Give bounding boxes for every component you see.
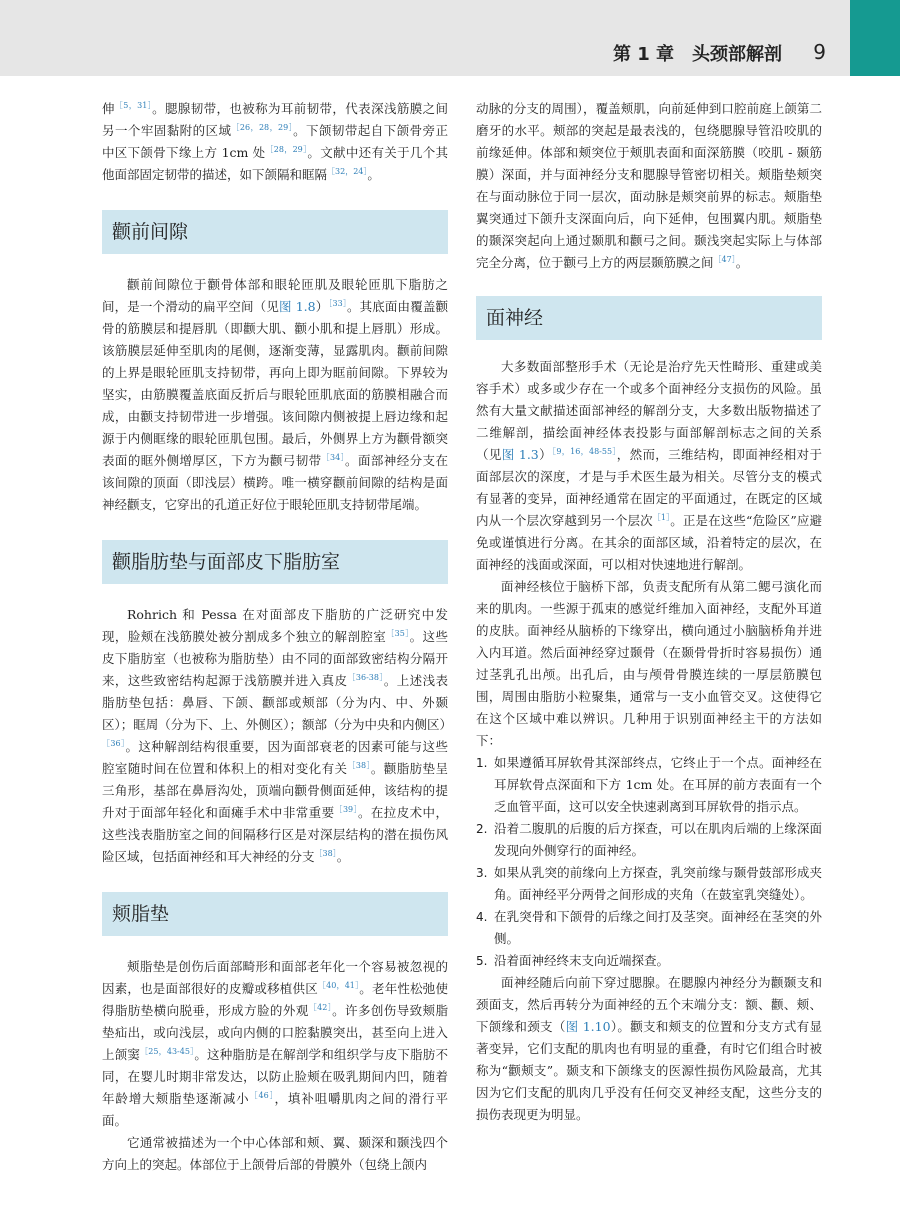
identification-methods-list [476, 752, 822, 972]
paragraph-facial-nerve-branches: 面神经随后向前下穿过腮腺。在腮腺内神经分为颧颞支和颈面支，然后再转分为面神经的五个末端分支：额、颧、颊、下颌缘和颈支（图 1.10）。颧支和颊支的位置和分支方式有显著变异，它们支配的肌肉也有明显的重叠，有时它们组合时被称为“颧颊支”。颞支和下颌缘支的医源性损伤风险最高，尤其因为它们支配的肌肉几乎没有任何交叉神经支配，这些分支的损伤表现更为明显。 [476, 975, 822, 1122]
list-item: 5. 沿着面神经终末支向近端探查。 [476, 953, 670, 968]
page-header [0, 0, 900, 76]
citation[interactable]: ［39］ [334, 804, 358, 814]
figure-link[interactable]: 图 1.3 [501, 447, 539, 462]
citation[interactable]: ［36］ [102, 738, 126, 748]
figure-link[interactable]: 图 1.10 [565, 1019, 611, 1034]
paragraph-fat-compartments: Rohrich 和 Pessa 在对面部皮下脂肪的广泛研究中发现，脸颊在浅筋膜处被分割成多个独立的解剖腔室$^{[35]}$。这些皮下脂肪室（也被称为脂肪垫）由不同的面部致密结构分隔开来，这些致密结构起源于浅筋膜并进入真皮$^{[36-38]}$。上述浅表脂肪垫包括：鼻唇、下颌、颧部或颊部（分为内、中、外颞区）；眶周（分为下、上、外侧区）；额部（分为中央和内侧区）$^{[36]}$。这种解剖结构很重要，因为面部衰老的因素可能与这些腔室随时间在位置和体积上的相对变化有关$^{[38]}$。颧脂肪垫呈三角形，基部在鼻唇沟处，顶端向颧骨侧面延伸，该结构的提升对于面部年轻化和面瘫手术中非常重要$^{[39]}$。在拉皮术中，这些浅表脂肪室之间的间隔移行区是对深层结构的潜在损伤风险区域，包括面神经和耳大神经的分支$^{[38]}$。 [102, 607, 453, 864]
citation[interactable]: ［28，29］ [265, 144, 308, 154]
figure-link[interactable]: 图 1.8 [278, 299, 316, 314]
citation[interactable]: ［38］ [314, 848, 337, 858]
section-heading-facial-nerve: 面神经 [476, 296, 822, 340]
citation[interactable]: ［9，16，48-55］ [551, 446, 617, 456]
list-item: 2. 沿着二腹肌的后腹的后方探查，可以在肌肉后端的上缘深面发现向外侧穿行的面神经。 [476, 821, 822, 858]
chapter-title: 第 1 章 头颈部解剖 [612, 44, 782, 65]
citation[interactable]: ［47］ [713, 254, 736, 264]
citation[interactable]: ［40，41］ [317, 980, 360, 990]
citation[interactable]: ［26，28，29］ [231, 122, 294, 132]
citation[interactable]: ［38］ [347, 760, 371, 770]
list-item: 1. 如果遵循耳屏软骨其深部终点，它终止于一个点。面神经在耳屏软骨点深面和下方 1cm 处。在耳屏的前方表面有一个乏血管平面，这可以安全快速剥离到耳屏软骨的指示点。 [476, 755, 822, 814]
paragraph-prezygomatic-space: 颧前间隙位于颧骨体部和眼轮匝肌及眼轮匝肌下脂肪之间，是一个滑动的扁平空间（见图 1.8）$^{[33]}$。其底面由覆盖颧骨的筋膜层和提唇肌（即颧大肌、颧小肌和提上唇肌）形成。该筋膜层延伸至肌肉的尾侧，逐渐变薄，显露肌肉。颧前间隙的上界是眼轮匝肌支持韧带，再向上即为眶前间隙。下界较为坚实，由筋膜覆盖底面反折后与眼轮匝肌底面的筋膜相融合而成，由颧支持韧带进一步增强。该间隙内侧被提上唇边缘和起源于内侧眶缘的眼轮匝肌包围。最后，外侧界上方为颧骨额突表面的眶外侧增厚区，下方为颧弓韧带$^{[34]}$。面部神经分支在该间隙的顶面（即浅层）横跨。唯一横穿颧前间隙的结构是面神经颧支，它穿出的孔道正好位于眼轮匝肌支持韧带尾端。 [102, 277, 448, 512]
section-heading-malar-fat-pad: 颧脂肪垫与面部皮下脂肪室 [102, 540, 448, 584]
left-column [102, 98, 453, 1176]
section-heading-prezygomatic-space: 颧前间隙 [102, 210, 448, 254]
paragraph-ligaments: 伸$^{[5,31]}$。腮腺韧带，也被称为耳前韧带，代表深浅筋膜之间另一个牢固黏附的区域$^{[26,28,29]}$。下颌韧带起自下颌骨旁正中区下颌骨下缘上方 1cm 处$^{[28,29]}$。文献中还有关于几个其他面部固定韧带的描述，如下颌隔和眶隔$^{[32,24]}$。 [102, 100, 449, 182]
chapter-color-tab [850, 0, 900, 76]
paragraph-facial-nerve-course: 面神经核位于脑桥下部，负责支配所有从第二鳃弓演化而来的肌肉。一些源于孤束的感觉纤维加入面神经，支配外耳道的皮肤。面神经从脑桥的下缘穿出，横向通过小脑脑桥角并进入内耳道。然后面神经穿过颞骨（在颞骨骨折时容易损伤）通过茎乳孔出颅。出孔后，由与颅骨骨膜连续的一厚层筋膜包围，周围由脂肪小粒聚集，通常与一支小血管交叉。这使得它在这个区域中难以辨识。几种用于识别面神经主干的方法如下： [476, 579, 822, 748]
list-item: 4. 在乳突骨和下颌骨的后缘之间打及茎突。面神经在茎突的外侧。 [476, 909, 822, 946]
right-column [476, 98, 822, 1126]
citation[interactable]: ［33］ [328, 298, 347, 308]
section-heading-buccal-fat-pad: 颊脂垫 [102, 892, 448, 936]
paragraph-buccal-fat-continued: 动脉的分支的周围），覆盖颊肌，向前延伸到口腔前庭上颌第二磨牙的水平。颊部的突起是最表浅的，包绕腮腺导管沿咬肌的前缘延伸。体部和颊突位于颊肌表面和面深筋膜（咬肌 - 颞筋膜）深面，并与面神经分支和腮腺导管密切相关。颊脂垫颊突在与面动脉位于同一层次，面动脉是颊突前界的标志。颊脂垫翼突通过下颌升支深面向后，向下延伸，包围翼内肌。颊脂垫的颞深突起向上通过颞肌和颧弓之间。颞浅突起实际上与体部完全分离，位于颧弓上方的两层颞筋膜之间$^{[47]}$。 [476, 101, 822, 270]
list-item: 3. 如果从乳突的前缘向上方探查，乳突前缘与颞骨鼓部形成夹角。面神经平分两骨之间形成的夹角（在鼓室乳突缝处）。 [476, 865, 822, 902]
paragraph-facial-nerve-risk: 大多数面部整形手术（无论是治疗先天性畸形、重建或美容手术）或多或少存在一个或多个面神经分支损伤的风险。虽然有大量文献描述面部神经的解剖分支，大多数出版物描述了二维解剖，描绘面神经体表投影与面部解剖标志之间的关系（见图 1.3）$^{[9,16,48-55]}$，然而，三维结构，即面神经相对于面部层次的深度，才是与手术医生最为相关。尽管分支的模式有显著的变异，面神经通常在固定的平面通过，在既定的区域内从一个层次穿越到另一个层次$^{[1]}$。正是在这些“危险区”应避免或谨慎进行分离。在其余的面部区域，沿着特定的层次，在面神经的浅面或深面，可以相对快速地进行解剖。 [476, 359, 822, 572]
citation[interactable]: ［35］ [386, 628, 410, 638]
paragraph-buccal-fat-description: 它通常被描述为一个中心体部和颊、翼、颞深和颞浅四个方向上的突起。体部位于上颌骨后部的骨膜外（包绕上颌内 [102, 1135, 448, 1172]
citation[interactable]: ［1］ [652, 512, 671, 522]
citation[interactable]: ［42］ [308, 1002, 333, 1012]
paragraph-buccal-fat-pad: 颊脂垫是创伤后面部畸形和面部老年化一个容易被忽视的因素，也是面部很好的皮瓣或移植供区$^{[40,41]}$。老年性松弛使得脂肪垫横向脱垂，形成方脸的外观$^{[42]}$。许多创伤导致颊脂垫疝出，或向浅层，或向内侧的口腔黏膜突出，甚至向上进入上颌窦$^{[25,43-45]}$。这种脂肪是在解剖学和组织学与皮下脂肪不同，在婴儿时期非常发达，以防止脸颊在吸乳期间内凹，随着年龄增大颊脂垫逐渐减小$^{[46]}$，填补咀嚼肌肉之间的滑行平面。 [102, 959, 448, 1128]
citation[interactable]: ［5，31］ [114, 100, 153, 110]
citation[interactable]: ［32，24］ [327, 166, 368, 176]
page-number: 9 [813, 40, 826, 64]
citation[interactable]: ［25，43-45］ [140, 1046, 195, 1056]
citation[interactable]: ［34］ [321, 452, 346, 462]
citation[interactable]: ［36-38］ [347, 672, 384, 682]
citation[interactable]: ［46］ [249, 1090, 275, 1100]
